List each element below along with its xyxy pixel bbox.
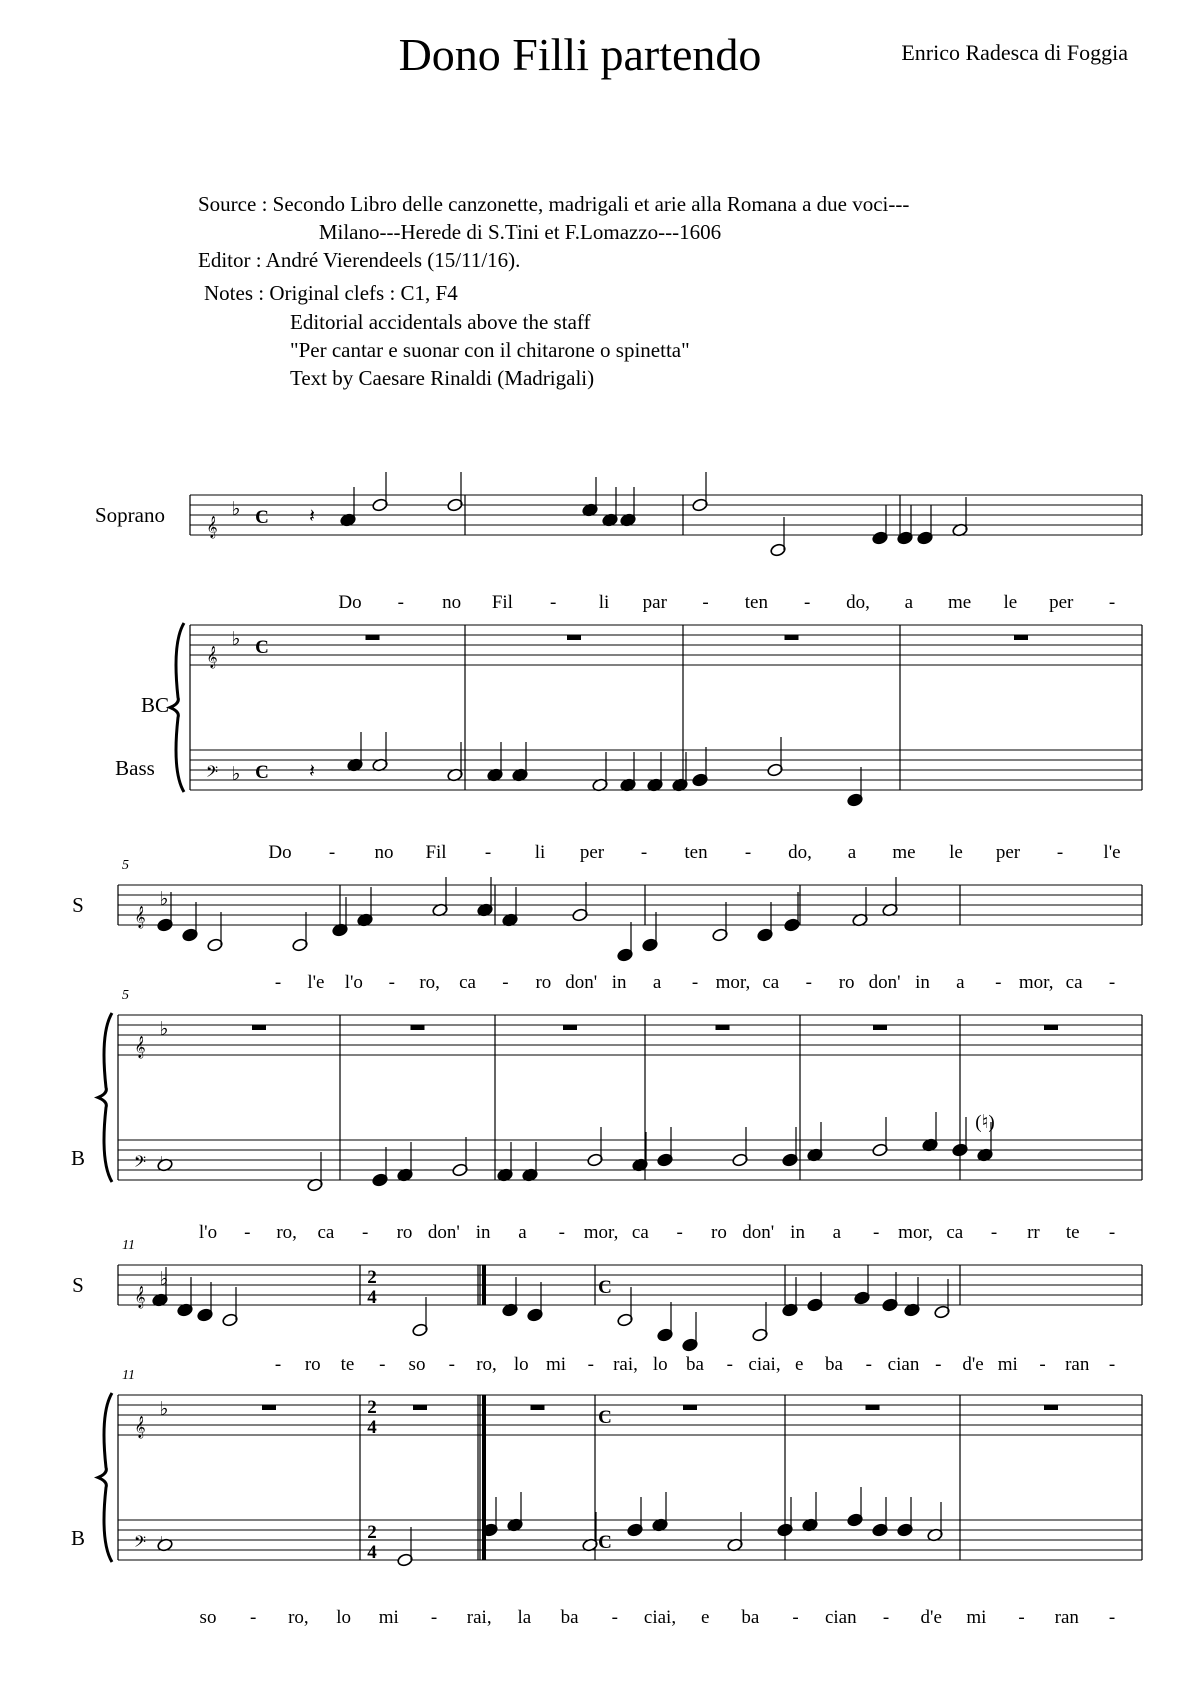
quarter-rest: 𝄽: [309, 761, 315, 782]
soprano-lyric: -: [587, 1354, 594, 1375]
treble-clef-icon: 𝄞: [206, 647, 218, 668]
soprano-lyric: -: [502, 972, 509, 993]
bass-lyric: -: [744, 842, 752, 863]
bass-lyric: mi: [378, 1607, 399, 1628]
page-title: Dono Filli partendo: [398, 29, 762, 80]
bass-lyric: ba: [560, 1607, 579, 1628]
bass-lyric: -: [244, 1222, 251, 1243]
bass-lyric: mor,: [583, 1222, 619, 1243]
bass-lyric: -: [792, 1607, 799, 1628]
soprano-lyric: ten: [744, 592, 769, 613]
bass-lyric: ro,: [276, 1222, 297, 1243]
bass-lyric: -: [1108, 1222, 1116, 1243]
soprano-lyric: cian: [887, 1354, 920, 1375]
brace: [98, 1393, 112, 1562]
bass-lyric: te: [1065, 1222, 1080, 1243]
soprano-lyric: lo: [652, 1354, 668, 1375]
bass-lyric: le: [949, 842, 963, 863]
whole-rest: [1014, 635, 1028, 640]
soprano-lyric: don': [868, 972, 901, 993]
time-signature: C: [255, 507, 269, 528]
bass-lyric: -: [1018, 1607, 1025, 1628]
bass-lyric: -: [558, 1222, 565, 1243]
bass-lyric: mor,: [898, 1222, 933, 1243]
treble-clef-icon: 𝄞: [134, 1287, 146, 1308]
bass-lyric: -: [1108, 1607, 1116, 1628]
soprano-lyric: mi: [545, 1354, 567, 1375]
part-label-bc: BC: [140, 693, 170, 717]
quarter-rest: 𝄽: [309, 506, 315, 527]
soprano-lyric: -: [274, 1354, 282, 1375]
soprano-lyric: lo: [513, 1354, 529, 1375]
treble-clef-icon: 𝄞: [134, 1037, 146, 1058]
whole-rest: [567, 635, 581, 640]
treble-clef-icon: 𝄞: [134, 1417, 146, 1438]
whole-rest: [785, 635, 799, 640]
bass-lyric: ro,: [288, 1607, 309, 1628]
bass-lyric: -: [990, 1222, 998, 1243]
treble-clef-icon: 𝄞: [134, 907, 146, 928]
time-signature: C: [598, 1277, 612, 1298]
whole-rest: [563, 1025, 577, 1030]
note-text-source: Text by Caesare Rinaldi (Madrigali): [290, 366, 595, 390]
bass-lyric: ten: [684, 842, 708, 863]
bass-lyric: -: [640, 842, 648, 863]
soprano-lyric: -: [691, 972, 699, 993]
bass-lyric: Do: [268, 842, 292, 863]
bass-lyric: in: [475, 1222, 491, 1243]
bass-lyric: l'o: [198, 1222, 218, 1243]
soprano-lyric: mi: [997, 1354, 1018, 1375]
bass-lyric: la: [517, 1607, 532, 1628]
soprano-lyric: d'e: [962, 1354, 984, 1375]
soprano-lyric: -: [805, 972, 812, 993]
source-line-2: Milano---Herede di S.Tini et F.Lomazzo---1606: [318, 220, 722, 244]
soprano-lyric: Do: [338, 592, 362, 613]
flat-sign: ♭: [231, 499, 241, 520]
soprano-lyric: -: [448, 1354, 455, 1375]
flat-sign: ♭: [159, 889, 169, 910]
time-signature: C: [255, 637, 269, 658]
bass-lyric: per: [995, 842, 1021, 863]
whole-rest: [866, 1405, 880, 1410]
time-sig-numerator: 2: [367, 1522, 377, 1543]
bass-lyric: l'e: [1103, 842, 1121, 863]
soprano-lyric: ca: [762, 972, 780, 993]
note-editorial: Editorial accidentals above the staff: [290, 310, 591, 334]
bass-lyric: ca: [317, 1222, 335, 1243]
measure-number: 11: [122, 1238, 135, 1253]
flat-sign: ♭: [159, 1019, 169, 1040]
bass-lyric: -: [328, 842, 336, 863]
composer: Enrico Radesca di Foggia: [901, 40, 1128, 65]
time-sig-numerator: 2: [367, 1397, 377, 1418]
time-sig-numerator: 2: [367, 1267, 377, 1288]
treble-clef-icon: 𝄞: [206, 517, 218, 538]
bass-lyric: rai,: [466, 1607, 492, 1628]
whole-rest: [262, 1405, 276, 1410]
bass-lyric: a: [847, 842, 857, 863]
whole-rest: [683, 1405, 697, 1410]
soprano-lyric: rai,: [613, 1354, 638, 1375]
bass-clef-icon: 𝄢: [205, 764, 219, 785]
soprano-lyric: -: [388, 972, 395, 993]
soprano-lyric: -: [379, 1354, 386, 1375]
editorial-accidental: (♮): [975, 1112, 995, 1133]
bass-lyric: -: [1056, 842, 1064, 863]
soprano-lyric: ro,: [419, 972, 440, 993]
bass-lyric: ca: [631, 1222, 649, 1243]
soprano-lyric: ro: [304, 1354, 321, 1375]
soprano-lyric: mor,: [1018, 972, 1054, 993]
time-sig-denominator: 4: [367, 1417, 377, 1438]
brace: [170, 623, 184, 792]
soprano-lyric: Fil: [491, 592, 513, 613]
soprano-lyric: -: [397, 592, 404, 613]
soprano-lyric: -: [550, 592, 557, 613]
whole-rest: [411, 1025, 425, 1030]
bass-lyric: -: [430, 1607, 438, 1628]
soprano-lyric: -: [1108, 592, 1116, 613]
soprano-lyric: mor,: [715, 972, 751, 993]
whole-rest: [716, 1025, 730, 1030]
brace: [98, 1013, 112, 1182]
flat-sign: ♭: [231, 629, 241, 650]
soprano-lyric: ca: [1065, 972, 1083, 993]
bass-lyric: li: [534, 842, 546, 863]
bass-lyric: -: [873, 1222, 880, 1243]
bass-lyric: no: [374, 842, 394, 863]
whole-rest: [252, 1025, 266, 1030]
soprano-lyric: -: [1108, 1354, 1116, 1375]
bass-lyric: don': [742, 1222, 775, 1243]
soprano-lyric: ba: [825, 1354, 843, 1375]
soprano-lyric: in: [915, 972, 930, 993]
soprano-lyric: no: [442, 592, 462, 613]
whole-rest: [531, 1405, 545, 1410]
bass-lyric: ran: [1054, 1607, 1079, 1628]
time-signature: C: [255, 762, 269, 783]
notes-label: Notes : Original clefs : C1, F4: [204, 281, 458, 305]
soprano-lyric: l'o: [344, 972, 363, 993]
soprano-lyric: -: [995, 972, 1002, 993]
time-sig-denominator: 4: [367, 1542, 377, 1563]
bass-lyric: a: [518, 1222, 527, 1243]
whole-rest: [1044, 1025, 1058, 1030]
whole-rest: [366, 635, 380, 640]
bass-lyric: do,: [788, 842, 812, 863]
soprano-lyric: te: [340, 1354, 355, 1375]
bass-lyric: d'e: [920, 1607, 942, 1628]
soprano-lyric: -: [274, 972, 282, 993]
part-label-b: B: [70, 1526, 86, 1550]
bass-lyric: a: [832, 1222, 842, 1243]
bass-lyric: me: [892, 842, 916, 863]
soprano-lyric: don': [565, 972, 598, 993]
soprano-lyric: ro: [838, 972, 855, 993]
bass-lyric: ro: [396, 1222, 413, 1243]
soprano-lyric: per: [1049, 592, 1074, 613]
flat-sign: ♭: [231, 764, 241, 785]
soprano-lyric: so: [408, 1354, 426, 1375]
whole-rest: [1044, 1405, 1058, 1410]
source-line-1: Source : Secondo Libro delle canzonette, madrigali et arie alla Romana a due voci---: [198, 192, 910, 216]
whole-rest: [413, 1405, 427, 1410]
flat-sign: ♭: [159, 1399, 169, 1420]
soprano-lyric: li: [598, 592, 610, 613]
whole-rest: [873, 1025, 887, 1030]
soprano-lyric: in: [611, 972, 627, 993]
part-label-bass: Bass: [115, 756, 155, 780]
bass-lyric: e: [700, 1607, 710, 1628]
soprano-lyric: -: [1039, 1354, 1046, 1375]
soprano-lyric: ba: [686, 1354, 704, 1375]
soprano-lyric: ran: [1065, 1354, 1090, 1375]
soprano-lyric: par: [642, 592, 667, 613]
part-label-soprano: Soprano: [95, 503, 165, 527]
bass-lyric: per: [579, 842, 605, 863]
measure-number: 5: [122, 988, 129, 1003]
bass-lyric: cian: [824, 1607, 857, 1628]
soprano-lyric: me: [947, 592, 972, 613]
editor-line: Editor : André Vierendeels (15/11/16).: [198, 248, 521, 272]
bass-lyric: -: [362, 1222, 369, 1243]
measure-number: 5: [122, 858, 129, 873]
part-label-b: B: [70, 1146, 86, 1170]
soprano-lyric: ro,: [476, 1354, 497, 1375]
bass-lyric: -: [484, 842, 492, 863]
bass-lyric: in: [790, 1222, 805, 1243]
soprano-lyric: -: [702, 592, 709, 613]
bass-lyric: ro: [711, 1222, 727, 1243]
soprano-lyric: -: [865, 1354, 872, 1375]
soprano-lyric: -: [1108, 972, 1116, 993]
bass-lyric: Fil: [425, 842, 447, 863]
bass-clef-icon: 𝄢: [133, 1534, 147, 1555]
soprano-lyric: a: [956, 972, 965, 993]
bass-lyric: lo: [336, 1607, 351, 1628]
soprano-lyric: -: [726, 1354, 733, 1375]
bass-lyric: rr: [1027, 1222, 1040, 1243]
soprano-lyric: ro: [535, 972, 552, 993]
bass-lyric: ciai,: [643, 1607, 677, 1628]
soprano-lyric: do,: [846, 592, 870, 613]
soprano-lyric: e: [795, 1354, 804, 1375]
bass-lyric: -: [882, 1607, 890, 1628]
bass-clef-icon: 𝄢: [133, 1154, 147, 1175]
soprano-lyric: ciai,: [748, 1354, 781, 1375]
time-signature: C: [598, 1532, 612, 1553]
bass-lyric: ba: [741, 1607, 760, 1628]
soprano-lyric: -: [935, 1354, 942, 1375]
bass-lyric: don': [427, 1222, 460, 1243]
soprano-lyric: a: [904, 592, 914, 613]
flat-sign: ♭: [159, 1269, 169, 1290]
bass-lyric: mi: [966, 1607, 987, 1628]
bass-lyric: so: [199, 1607, 217, 1628]
part-label-s: S: [72, 893, 84, 917]
measure-number: 11: [122, 1368, 135, 1383]
note-performance: "Per cantar e suonar con il chitarone o spinetta": [290, 338, 690, 362]
soprano-lyric: a: [652, 972, 662, 993]
bass-lyric: -: [250, 1607, 257, 1628]
time-sig-denominator: 4: [367, 1287, 377, 1308]
soprano-lyric: -: [804, 592, 811, 613]
soprano-lyric: le: [1003, 592, 1018, 613]
time-signature: C: [598, 1407, 612, 1428]
bass-lyric: -: [611, 1607, 618, 1628]
bass-lyric: -: [676, 1222, 683, 1243]
bass-lyric: ca: [946, 1222, 964, 1243]
part-label-s: S: [72, 1273, 84, 1297]
soprano-lyric: l'e: [307, 972, 325, 993]
soprano-lyric: ca: [459, 972, 476, 993]
